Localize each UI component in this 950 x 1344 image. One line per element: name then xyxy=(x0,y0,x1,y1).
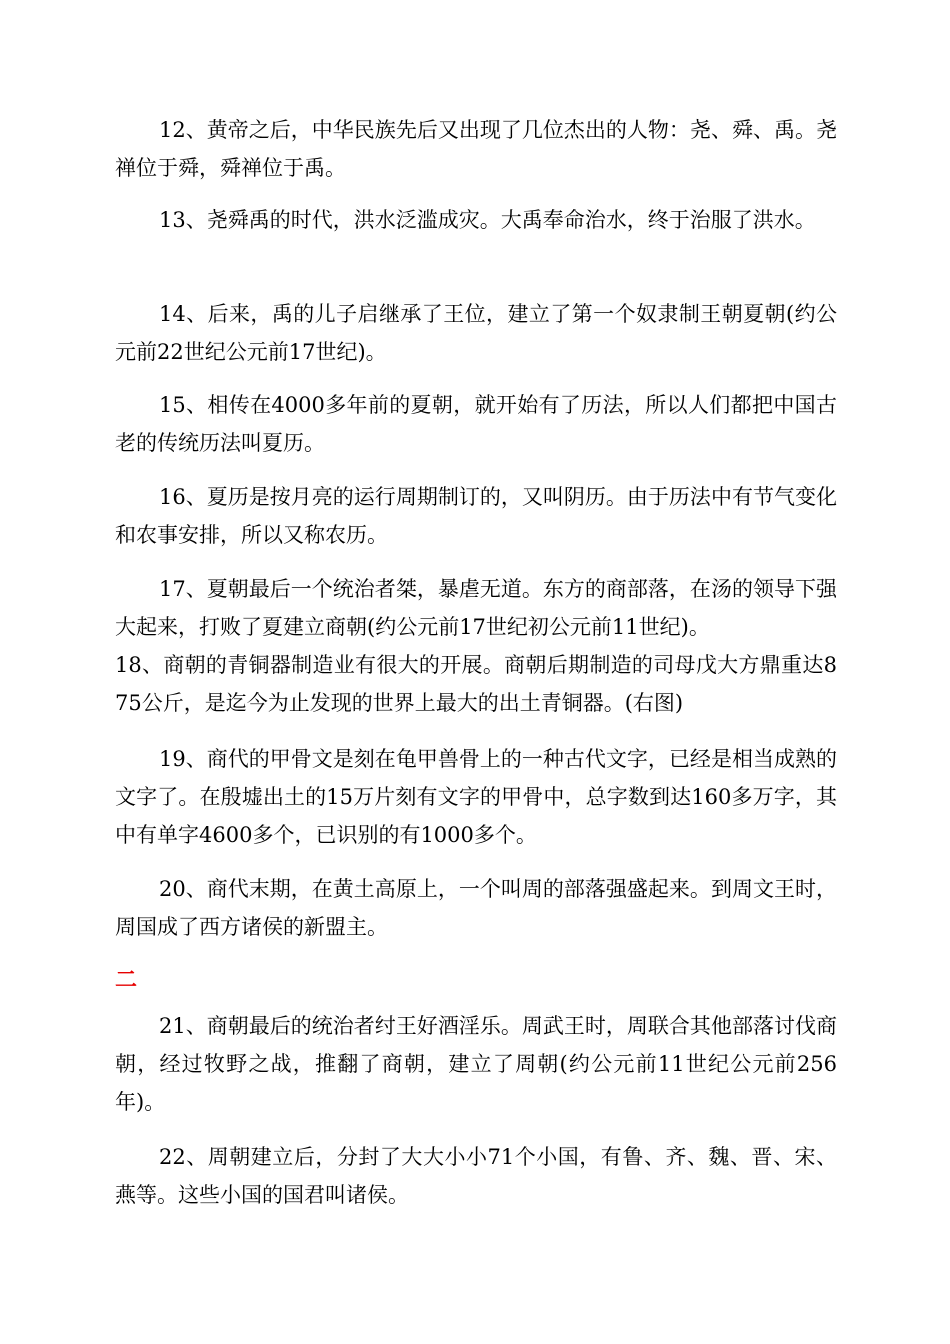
section-marker: 二 xyxy=(115,968,138,993)
paragraph-17: 17、夏朝最后一个统治者桀，暴虐无道。东方的商部落，在汤的领导下强大起来，打败了夏建立商朝(约公元前17世纪初公元前11世纪)。 xyxy=(115,577,837,639)
paragraph-18: 18、商朝的青铜器制造业有很大的开展。商朝后期制造的司母戊大方鼎重达875公斤，是迄今为止发现的世界上最大的出土青铜器。(右图) xyxy=(115,653,837,715)
paragraph-19: 19、商代的甲骨文是刻在龟甲兽骨上的一种古代文字，已经是相当成熟的文字了。在殷墟出土的15万片刻有文字的甲骨中，总字数到达160多万字，其中有单字4600多个，已识别的有1000多个。 xyxy=(115,747,837,847)
paragraph-21: 21、商朝最后的统治者纣王好酒淫乐。周武王时，周联合其他部落讨伐商朝，经过牧野之战，推翻了商朝，建立了周朝(约公元前11世纪公元前256年)。 xyxy=(115,1014,837,1114)
paragraph-15: 15、相传在4000多年前的夏朝，就开始有了历法，所以人们都把中国古老的传统历法叫夏历。 xyxy=(115,393,837,455)
paragraph-20: 20、商代末期，在黄土高原上，一个叫周的部落强盛起来。到周文王时，周国成了西方诸侯的新盟主。 xyxy=(115,877,837,939)
paragraph-13: 13、尧舜禹的时代，洪水泛滥成灾。大禹奉命治水，终于治服了洪水。 xyxy=(159,208,816,232)
paragraph-22: 22、周朝建立后，分封了大大小小71个小国，有鲁、齐、魏、晋、宋、燕等。这些小国的国君叫诸侯。 xyxy=(115,1145,837,1207)
paragraph-14: 14、后来，禹的儿子启继承了王位，建立了第一个奴隶制王朝夏朝(约公元前22世纪公元前17世纪)。 xyxy=(115,302,837,364)
paragraph-12: 12、黄帝之后，中华民族先后又出现了几位杰出的人物：尧、舜、禹。尧禅位于舜，舜禅位于禹。 xyxy=(115,118,837,180)
paragraph-16: 16、夏历是按月亮的运行周期制订的，又叫阴历。由于历法中有节气变化和农事安排，所以又称农历。 xyxy=(115,485,837,547)
